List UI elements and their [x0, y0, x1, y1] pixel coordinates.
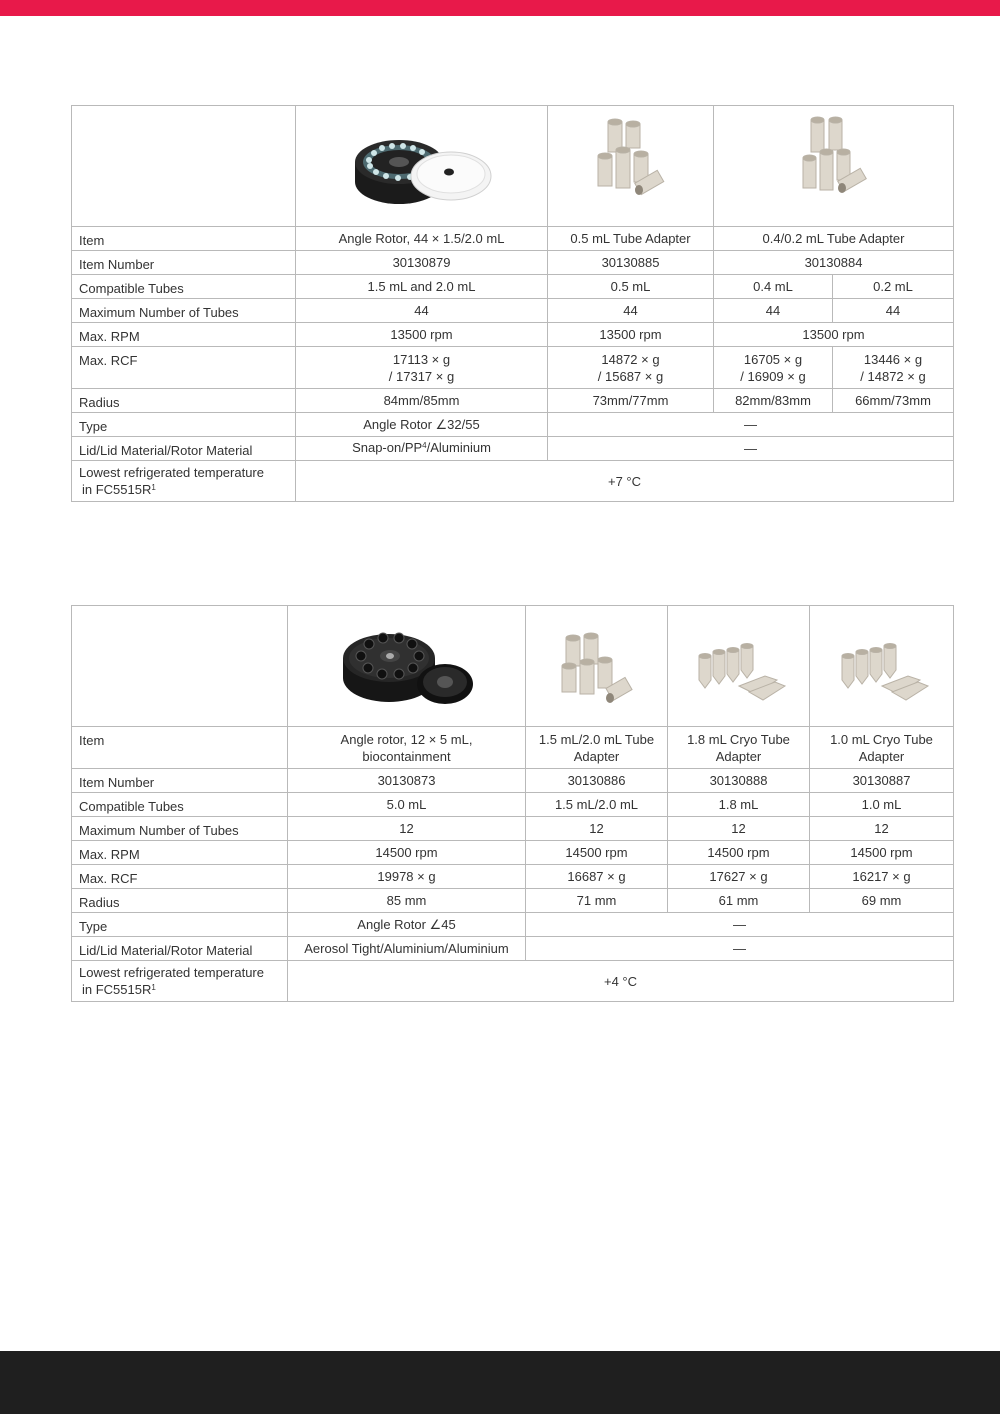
- cell-lid: —: [526, 937, 954, 961]
- footnote-mark: 1: [151, 983, 156, 992]
- cell-type: —: [548, 413, 954, 437]
- cell-max-tubes: 44: [714, 299, 833, 323]
- top-accent-bar: [0, 0, 1000, 16]
- cryo-tube-adapter-1.8-image: [668, 606, 810, 727]
- cell-max-rcf: 19978 × g: [288, 865, 526, 889]
- cell-max-rcf: [833, 347, 954, 389]
- cell-type: —: [526, 913, 954, 937]
- lowest-temp-label: Lowest refrigerated temperature: [79, 465, 264, 480]
- lowest-temp-label: Lowest refrigerated temperature: [79, 965, 264, 980]
- cell-max-tubes: 44: [548, 299, 714, 323]
- row-label-item-number: Item Number: [72, 769, 288, 793]
- row-label-max-tubes: Maximum Number of Tubes: [72, 299, 296, 323]
- row-label-radius: Radius: [72, 889, 288, 913]
- cell-item-number: 30130884: [714, 251, 954, 275]
- row-label-compatible-tubes: Compatible Tubes: [72, 275, 296, 299]
- row-label-radius: Radius: [72, 389, 296, 413]
- item-line: biocontainment: [362, 748, 451, 764]
- rcf-line: 16705 × g: [743, 351, 803, 367]
- cell-max-rpm: 13500 rpm: [548, 323, 714, 347]
- cell-compatible-tubes: 0.4 mL: [714, 275, 833, 299]
- cryo-tube-adapter-1.0-image: [810, 606, 954, 727]
- blank-header-cell: [72, 606, 288, 727]
- angle-rotor-44-image: [296, 106, 548, 227]
- cell-max-rcf: [296, 347, 548, 389]
- cell-max-tubes: 12: [526, 817, 668, 841]
- cell-compatible-tubes: 1.8 mL: [668, 793, 810, 817]
- cell-radius: 84mm/85mm: [296, 389, 548, 413]
- cell-item: 0.5 mL Tube Adapter: [548, 227, 714, 251]
- spec-table-2: [71, 605, 954, 1002]
- cell-item-number: 30130885: [548, 251, 714, 275]
- footnote-mark: 1: [151, 483, 156, 492]
- item-line: Adapter: [858, 748, 905, 764]
- cell-compatible-tubes: 0.2 mL: [833, 275, 954, 299]
- row-label-lowest-temp: [72, 461, 296, 502]
- row-label-item: Item: [72, 227, 296, 251]
- row-label-lid: Lid/Lid Material/Rotor Material: [72, 937, 288, 961]
- cell-max-rcf: 16217 × g: [810, 865, 954, 889]
- footnote-mark: 4: [422, 441, 427, 450]
- row-label-type: Type: [72, 913, 288, 937]
- cell-lowest-temp: +7 °C: [296, 461, 954, 502]
- cell-item: 0.4/0.2 mL Tube Adapter: [714, 227, 954, 251]
- item-line: Adapter: [715, 748, 762, 764]
- tube-adapter-1.5-2.0-image: [526, 606, 668, 727]
- rcf-line: 17113 × g: [392, 351, 451, 367]
- cell-item: [526, 727, 668, 769]
- row-label-max-rcf: Max. RCF: [72, 865, 288, 889]
- cell-compatible-tubes: 5.0 mL: [288, 793, 526, 817]
- tube-adapter-0.5-image: [548, 106, 714, 227]
- cell-lid: [296, 437, 548, 461]
- cell-max-tubes: 44: [833, 299, 954, 323]
- cell-max-rcf: [548, 347, 714, 389]
- cell-radius: 61 mm: [668, 889, 810, 913]
- rcf-line: / 17317 × g: [388, 368, 455, 384]
- cell-max-tubes: 44: [296, 299, 548, 323]
- cell-compatible-tubes: 0.5 mL: [548, 275, 714, 299]
- cell-compatible-tubes: 1.5 mL/2.0 mL: [526, 793, 668, 817]
- item-line: 1.8 mL Cryo Tube: [687, 731, 790, 747]
- cell-item-number: 30130873: [288, 769, 526, 793]
- cell-item: [668, 727, 810, 769]
- cell-radius: 85 mm: [288, 889, 526, 913]
- cell-max-rpm: 14500 rpm: [288, 841, 526, 865]
- item-line: Adapter: [573, 748, 620, 764]
- row-label-max-rpm: Max. RPM: [72, 323, 296, 347]
- cell-item-number: 30130887: [810, 769, 954, 793]
- cell-max-rpm: 14500 rpm: [810, 841, 954, 865]
- lowest-temp-model: in FC5515R: [82, 982, 152, 997]
- cell-max-rpm: 13500 rpm: [296, 323, 548, 347]
- item-line: Angle rotor, 12 × 5 mL,: [340, 731, 473, 747]
- blank-header-cell: [72, 106, 296, 227]
- cell-lid: Aerosol Tight/Aluminium/Aluminium: [288, 937, 526, 961]
- cell-max-tubes: 12: [810, 817, 954, 841]
- angle-rotor-12-image: [288, 606, 526, 727]
- cell-type: Angle Rotor ∠32/55: [296, 413, 548, 437]
- rcf-line: / 14872 × g: [860, 368, 926, 384]
- row-label-max-rcf: Max. RCF: [72, 347, 296, 389]
- cell-radius: 69 mm: [810, 889, 954, 913]
- cell-radius: 73mm/77mm: [548, 389, 714, 413]
- rcf-line: 14872 × g: [601, 351, 660, 367]
- lid-text: Snap-on/PP: [352, 440, 423, 455]
- cell-radius: 66mm/73mm: [833, 389, 954, 413]
- row-label-lowest-temp: [72, 961, 288, 1002]
- cell-max-tubes: 12: [668, 817, 810, 841]
- tube-adapter-0.4-0.2-image: [714, 106, 954, 227]
- footer-bar: [0, 1351, 1000, 1414]
- row-label-type: Type: [72, 413, 296, 437]
- cell-max-rcf: 16687 × g: [526, 865, 668, 889]
- cell-max-rpm: 13500 rpm: [714, 323, 954, 347]
- cell-item: [810, 727, 954, 769]
- row-label-item: Item: [72, 727, 288, 769]
- row-label-max-rpm: Max. RPM: [72, 841, 288, 865]
- lid-text: /Aluminium: [426, 440, 491, 455]
- rcf-line: / 15687 × g: [597, 368, 664, 384]
- cell-max-rpm: 14500 rpm: [526, 841, 668, 865]
- row-label-item-number: Item Number: [72, 251, 296, 275]
- cell-compatible-tubes: 1.0 mL: [810, 793, 954, 817]
- lowest-temp-model: in FC5515R: [82, 482, 152, 497]
- rcf-line: / 16909 × g: [740, 368, 806, 384]
- cell-item-number: 30130879: [296, 251, 548, 275]
- row-label-compatible-tubes: Compatible Tubes: [72, 793, 288, 817]
- item-line: 1.5 mL/2.0 mL Tube: [538, 731, 655, 747]
- row-label-max-tubes: Maximum Number of Tubes: [72, 817, 288, 841]
- cell-compatible-tubes: 1.5 mL and 2.0 mL: [296, 275, 548, 299]
- cell-max-rpm: 14500 rpm: [668, 841, 810, 865]
- cell-max-rcf: [714, 347, 833, 389]
- row-label-lid: Lid/Lid Material/Rotor Material: [72, 437, 296, 461]
- cell-lid: —: [548, 437, 954, 461]
- cell-max-rcf: 17627 × g: [668, 865, 810, 889]
- cell-radius: 71 mm: [526, 889, 668, 913]
- cell-item-number: 30130886: [526, 769, 668, 793]
- cell-item-number: 30130888: [668, 769, 810, 793]
- item-line: 1.0 mL Cryo Tube: [830, 731, 933, 747]
- cell-item: [288, 727, 526, 769]
- spec-table-1: [71, 105, 954, 502]
- rcf-line: 13446 × g: [863, 351, 923, 367]
- cell-max-tubes: 12: [288, 817, 526, 841]
- cell-radius: 82mm/83mm: [714, 389, 833, 413]
- cell-lowest-temp: +4 °C: [288, 961, 954, 1002]
- cell-item: Angle Rotor, 44 × 1.5/2.0 mL: [296, 227, 548, 251]
- cell-type: Angle Rotor ∠45: [288, 913, 526, 937]
